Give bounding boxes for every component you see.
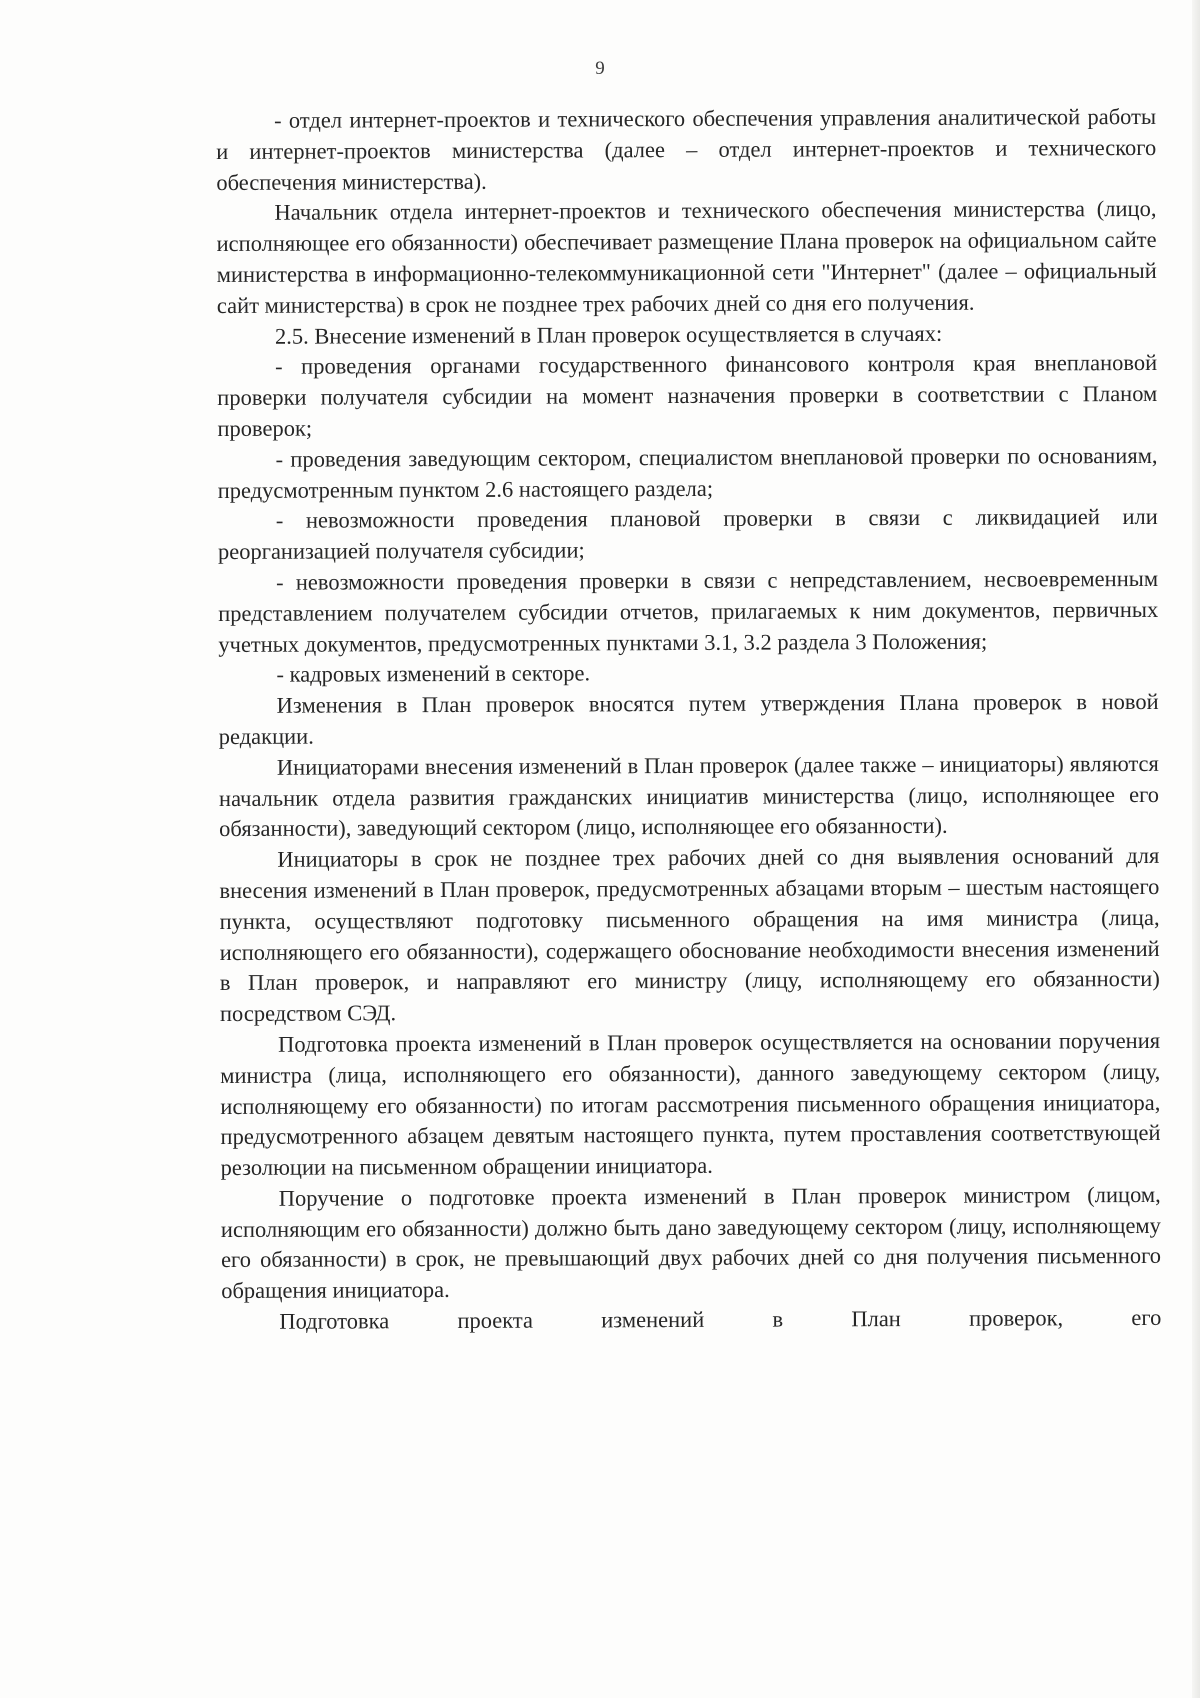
paragraph-new-edition: Изменения в План проверок вносятся путем утверждения Плана проверок в новой редакции. — [218, 689, 1159, 749]
paragraph-website-publication: Начальник отдела интернет-проектов и технического обеспечения министерства (лицо, исполняющее его обязанности) обеспечивает размещение Плана проверок на официальном сайте министерства в информационно-телекоммуникационной сети "Интернет" (далее – официальный сайт министерства) в срок не позднее трех рабочих дней со дня его получения. — [216, 196, 1157, 318]
paragraph-case-unscheduled-inspection: - проведения заведующим сектором, специалистом внеплановой проверки по основаниям, предусмотренным пунктом 2.6 настоящего раздела; — [217, 442, 1158, 503]
paragraph-continuation: Подготовка проекта изменений в План проверок, его — [279, 1304, 1162, 1334]
paragraph-minister-instruction: Поручение о подготовке проекта изменений в План проверок министром (лицом, исполняющим его обязанности) должно быть дано заведующему сектором (лицу, исполняющему его обязанности) в срок, не превышающий двух рабочих дней со дня получения письменного обращения инициатора. — [220, 1181, 1162, 1304]
paragraph-initiators: Инициаторами внесения изменений в План проверок (далее также – инициаторы) являются начальник отдела развития гражданских инициатив министерства (лицо, исполняющее его обязанности), заведующий сектором (лицо, исполняющее его обязанности). — [218, 750, 1160, 842]
paragraph-initiators-appeal: Инициаторы в срок не позднее трех рабочих дней со дня выявления оснований для внесения изменений в План проверок, предусмотренных абзацами вторым – шестым настоящего пункта, осуществляют подготовку письменного обращения на имя министра (лица, исполняющего его обязанности), содержащего обоснование необходимости внесения изменений в План проверок, и направляют его министру (лицу, исполняющему его обязанности) посредством СЭД. — [219, 843, 1160, 1027]
paragraph-case-non-submission: - невозможности проведения проверки в связи с непредставлением, несвоевременным представлением получателем субсидии отчетов, прилагаемых к ним документов, первичных учетных документов, предусмотренных пунктами 3.1, 3.2 раздела 3 Положения; — [218, 565, 1159, 657]
paragraph-case-state-control: - проведения органами государственного финансового контроля края внеплановой проверки получателя субсидии на момент назначения проверки в соответствии с Планом проверок; — [217, 350, 1158, 441]
paragraph-section-2-5: 2.5. Внесение изменений в План проверок осуществляется в случаях: — [274, 320, 943, 349]
paragraph-draft-preparation: Подготовка проекта изменений в План проверок осуществляется на основании поручения министра (лица, исполняющего его обязанности), данного заведующему сектором (лицу, исполняющему его обязанности) по итогам рассмотрения письменного обращения инициатора, предусмотренного абзацем девятым настоящего пункта, путем проставления соответствующей резолюции на письменном обращении инициатора. — [220, 1027, 1161, 1181]
paragraph-case-liquidation: - невозможности проведения плановой проверки в связи с ликвидацией или реорганизацией получателя субсидии; — [217, 504, 1158, 565]
page-number: 9 — [595, 58, 605, 79]
paragraph-case-staff-changes: - кадровых изменений в секторе. — [276, 660, 591, 688]
paragraph-department-list-item: - отдел интернет-проектов и технического обеспечения управления аналитической работы и интернет-проектов министерства (далее – отдел интернет-проектов и технического обеспечения министерства). — [216, 103, 1157, 195]
document-body — [216, 102, 1161, 1338]
scan-edge — [1192, 0, 1200, 1698]
